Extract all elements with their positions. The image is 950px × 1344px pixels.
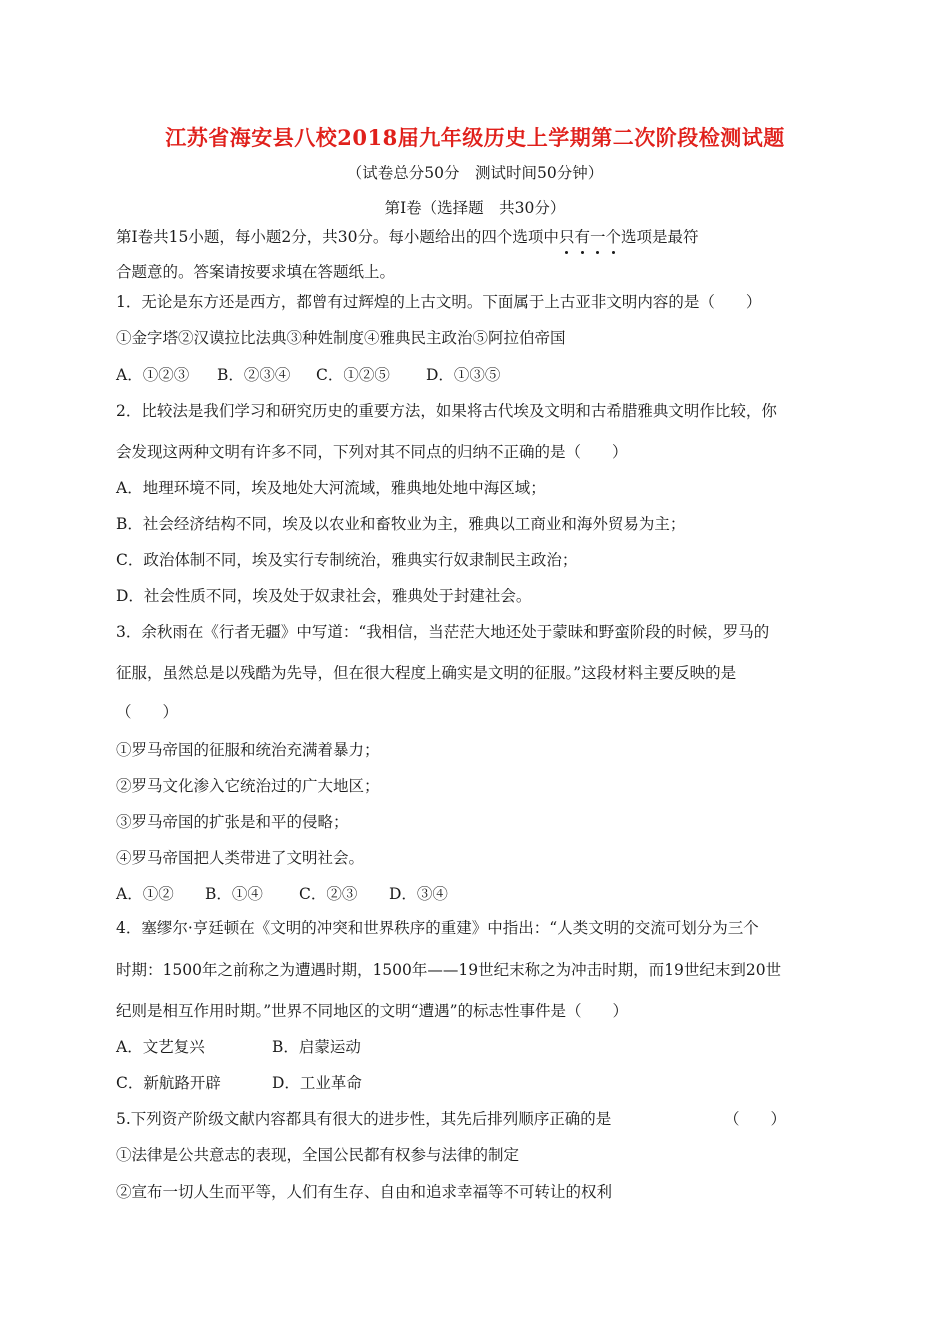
option-c: C．①②⑤ [316, 366, 390, 384]
option-b: B．②③④ [217, 366, 291, 384]
question-2-stem-line-2: 会发现这两种文明有许多不同，下列对其不同点的归纳不正确的是（ ） [116, 443, 628, 461]
question-1-options [116, 365, 500, 385]
instructions-text: 第Ⅰ卷共15小题，每小题2分，共30分。每小题给出的四个选项中 [116, 228, 559, 246]
section-heading: 第Ⅰ卷（选择题 共30分） [384, 199, 566, 217]
emphasis-char: 只 [558, 228, 575, 246]
question-4-options-row-2 [116, 1073, 362, 1093]
question-2-option-b: B．社会经济结构不同，埃及以农业和畜牧业为主，雅典以工商业和海外贸易为主； [116, 515, 686, 533]
question-5-item-1: ①法律是公共意志的表现，全国公民都有权参与法律的制定 [116, 1146, 520, 1164]
option-a: A．文艺复兴 [116, 1038, 205, 1056]
emphasis-char: 有 [574, 228, 590, 246]
option-d: D．工业革命 [272, 1074, 362, 1092]
question-4-stem-line-2: 时期：1500年之前称之为遭遇时期，1500年——19世纪末称之为冲击时期，而19世纪末到20世 [116, 961, 782, 979]
question-5-stem: 5.下列资产阶级文献内容都具有很大的进步性，其先后排列顺序正确的是 [116, 1110, 612, 1128]
question-4-stem-line-3: 纪则是相互作用时期。”世界不同地区的文明“遭遇”的标志性事件是（ ） [116, 1002, 629, 1020]
option-b: B．启蒙运动 [272, 1038, 361, 1056]
exam-subtitle: （试卷总分50分 测试时间50分钟） [346, 164, 604, 182]
question-3-item-2: ②罗马文化渗入它统治过的广大地区； [116, 777, 380, 795]
question-5-answer-paren: （ ） [724, 1110, 787, 1128]
instructions-line-1 [116, 227, 699, 247]
question-1-stem: 1．无论是东方还是西方，都曾有过辉煌的上古文明。下面属于上古亚非文明内容的是（ ） [116, 293, 762, 311]
question-5-item-2: ②宣布一切人生而平等，人们有生存、自由和追求幸福等不可转让的权利 [116, 1183, 613, 1201]
question-3-item-1: ①罗马帝国的征服和统治充满着暴力； [116, 741, 380, 759]
question-2-option-a: A．地理环境不同，埃及地处大河流域，雅典地处地中海区域； [116, 479, 546, 497]
question-3-item-3: ③罗马帝国的扩张是和平的侵略； [116, 813, 349, 831]
question-3-options [116, 884, 448, 904]
question-3-stem-line-2: 征服，虽然总是以残酷为先导，但在很大程度上确实是文明的征服。”这段材料主要反映的是 [116, 664, 737, 682]
emphasis-char: 一 [589, 228, 606, 246]
option-c: C．②③ [299, 885, 358, 903]
question-2-option-c: C．政治体制不同，埃及实行专制统治，雅典实行奴隶制民主政治； [116, 551, 578, 569]
question-3-stem-line-1: 3．余秋雨在《行者无疆》中写道：“我相信，当茫茫大地还处于蒙昧和野蛮阶段的时候，罗马的 [116, 623, 770, 641]
option-d: D．①③⑤ [426, 366, 501, 384]
option-a: A．①② [116, 885, 174, 903]
instructions-line-2: 合题意的。答案请按要求填在答题纸上。 [116, 263, 396, 281]
emphasis-char: 个 [605, 228, 621, 246]
option-c: C．新航路开辟 [116, 1074, 221, 1092]
option-b: B．①④ [205, 885, 263, 903]
option-a: A．①②③ [116, 366, 190, 384]
question-4-options-row-1 [116, 1037, 361, 1057]
question-3-item-4: ④罗马帝国把人类带进了文明社会。 [116, 849, 365, 867]
question-3-stem-line-3: （ ） [116, 703, 179, 721]
question-4-stem-line-1: 4．塞缪尔·亨廷顿在《文明的冲突和世界秩序的重建》中指出：“人类文明的交流可划分为三个 [116, 919, 759, 937]
question-2-option-d: D．社会性质不同，埃及处于奴隶社会，雅典处于封建社会。 [116, 587, 532, 605]
question-2-stem-line-1: 2．比较法是我们学习和研究历史的重要方法，如果将古代埃及文明和古希腊雅典文明作比较，你 [116, 402, 777, 420]
exam-title: 江苏省海安县八校2018届九年级历史上学期第二次阶段检测试题 [165, 125, 785, 150]
instructions-text: 选项是最符 [621, 228, 699, 246]
option-d: D．③④ [389, 885, 448, 903]
question-1-items: ①金字塔②汉谟拉比法典③种姓制度④雅典民主政治⑤阿拉伯帝国 [116, 329, 566, 347]
